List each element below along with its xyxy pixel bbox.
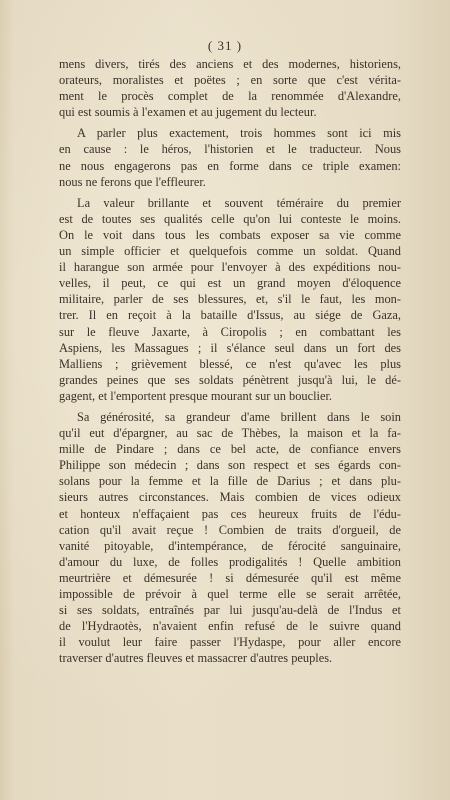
line-text: ne nous engagerons pas en forme dans ce triple examen: xyxy=(59,158,401,173)
text-line xyxy=(59,586,401,602)
text-line xyxy=(59,602,401,618)
line-text: Philippe son médecin ; dans son respect et ses égards con- xyxy=(59,458,401,473)
line-text: grandes peines que ses soldats pénètrent jusqu'à lui, le dé- xyxy=(59,372,401,387)
text-line xyxy=(59,473,401,489)
text-line xyxy=(59,158,401,174)
line-text: Malliens ; grièvement blessé, ce n'est qu'avec les plus xyxy=(59,356,401,371)
text-line xyxy=(59,618,401,634)
text-line xyxy=(59,425,401,441)
line-text: il harangue son armée pour l'envoyer à des expéditions nou- xyxy=(59,260,401,275)
paragraph-4 xyxy=(59,409,401,667)
text-line xyxy=(59,227,401,243)
text-line xyxy=(59,457,401,473)
line-text: Sa générosité, sa grandeur d'ame brillent dans le soin xyxy=(77,409,401,424)
line-text: On le voit dans tous les combats exposer sa vie comme xyxy=(59,227,401,242)
line-text: il voulut leur faire passer l'Hydaspe, pour aller encore xyxy=(59,635,401,650)
line-text: solans pour la femme et la fille de Darius ; et dans plu- xyxy=(59,474,401,489)
text-line xyxy=(59,56,401,72)
text-line xyxy=(59,211,401,227)
line-text: un simple officier et quelquefois comme un soldat. Quand xyxy=(59,244,401,259)
line-text: trer. Il en reçoit à la bataille d'Issus, au siége de Gaza, xyxy=(59,308,401,323)
line-text: et honteux n'effaçaient pas ces heureux fruits de l'édu- xyxy=(59,506,401,521)
line-text: sur le fleuve Jaxarte, à Ciropolis ; en combattant les xyxy=(59,324,401,339)
text-line xyxy=(59,104,401,120)
line-text: si ses soldats, entraînés par lui jusqu'au-delà de l'Indus et xyxy=(59,603,401,618)
line-text: impossible de prévoir à quel terme elle se serait arrêtée, xyxy=(59,587,401,601)
line-text: La valeur brillante et souvent téméraire du premier xyxy=(77,195,401,210)
text-line xyxy=(59,634,401,650)
paragraph-1 xyxy=(59,56,401,120)
line-text: cation qu'il avait reçue ! Combien de traits d'orgueil, de xyxy=(59,522,401,537)
line-text: traverser d'autres fleuves et massacrer d'autres peuples. xyxy=(59,651,333,666)
text-line xyxy=(59,538,401,554)
line-text: d'amour du luxe, de folles prodigalités ! Quelle ambition xyxy=(59,554,401,569)
line-text: nous ne ferons que l'effleurer. xyxy=(59,174,206,189)
line-text: mille de Pindare ; dans ce bel acte, de confiance envers xyxy=(59,442,401,457)
text-line xyxy=(59,570,401,586)
line-text: A parler plus exactement, trois hommes sont ici mis xyxy=(77,126,401,141)
page-number: ( 31 ) xyxy=(207,38,243,53)
text-line xyxy=(59,388,401,404)
text-line xyxy=(59,372,401,388)
paragraph-3 xyxy=(59,195,401,404)
text-line xyxy=(59,141,401,157)
text-line xyxy=(59,291,401,307)
text-line xyxy=(59,324,401,340)
text-line xyxy=(59,409,401,425)
text-line xyxy=(59,174,401,190)
text-line xyxy=(59,195,401,211)
text-line xyxy=(59,88,401,104)
paragraph-2 xyxy=(59,125,401,189)
text-line xyxy=(59,356,401,372)
line-text: qui est soumis à l'examen et au jugement du lecteur. xyxy=(59,105,317,120)
text-line xyxy=(59,489,401,505)
line-text: orateurs, moralistes et poëtes ; en sorte que c'est vérita- xyxy=(59,73,401,88)
line-text: Aspiens, les Massagues ; il s'élance seul dans un fort des xyxy=(59,340,401,355)
text-line xyxy=(59,243,401,259)
line-text: meurtrière et démesurée ! si démesurée qu'il est même xyxy=(59,570,401,585)
text-line xyxy=(59,522,401,538)
text-line xyxy=(59,72,401,88)
text-line xyxy=(59,506,401,522)
line-text: velles, il peut, ce qui est un grand moyen d'éloquence xyxy=(59,276,401,291)
line-text: gagent, et l'emportent presque mourant sur un bouclier. xyxy=(59,388,333,403)
line-text: est de toutes ses qualités celle qu'on lui conteste le moins. xyxy=(59,211,401,226)
page-text-body xyxy=(59,56,401,671)
text-line xyxy=(59,307,401,323)
text-line xyxy=(59,259,401,275)
line-text: ment le procès complet de la renommée d'Alexandre, xyxy=(59,89,401,104)
line-text: mens divers, tirés des anciens et des modernes, historiens, xyxy=(59,57,401,71)
text-line xyxy=(59,340,401,356)
text-line xyxy=(59,275,401,291)
text-line xyxy=(59,441,401,457)
line-text: sieurs autres circonstances. Mais combien de vices odieux xyxy=(59,490,401,505)
text-line xyxy=(59,125,401,141)
line-text: qu'il eut d'épargner, au sac de Thèbes, la maison et la fa- xyxy=(59,426,401,441)
line-text: militaire, parler de ses blessures, et, s'il le faut, les mon- xyxy=(59,292,401,307)
line-text: vanité pitoyable, d'intempérance, de férocité sanguinaire, xyxy=(59,538,401,553)
text-line xyxy=(59,554,401,570)
line-text: de l'Hydraotès, n'avaient enfin refusé de le suivre quand xyxy=(59,619,401,634)
line-text: en cause : le héros, l'historien et le traducteur. Nous xyxy=(59,142,401,157)
text-line xyxy=(59,650,401,666)
